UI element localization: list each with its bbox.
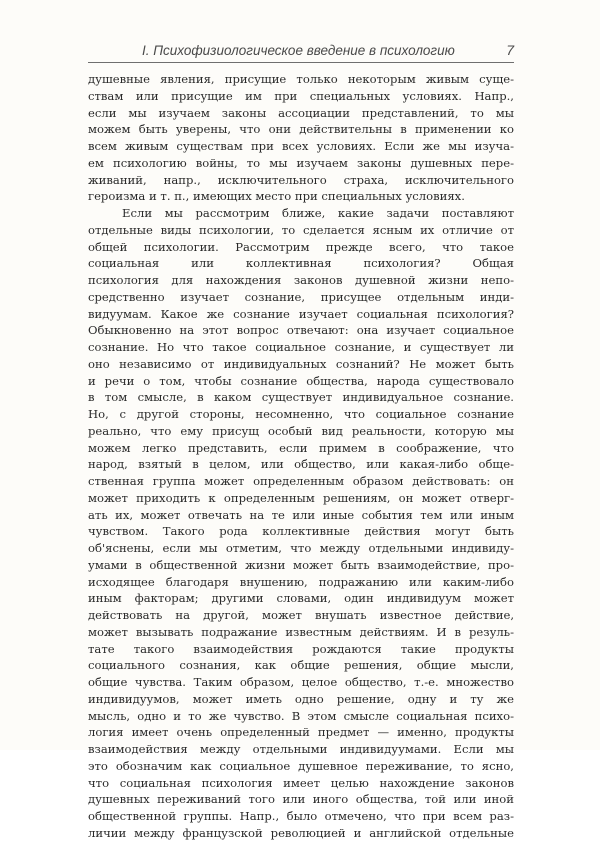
text-line: героизма и т. п., имеющих место при специальных условиях.: [88, 189, 465, 204]
text-line: может вызывать подражание известным действиям. И в резуль-: [88, 624, 514, 639]
text-line: индивидуумов, может иметь одно решение, одну и ту же: [88, 691, 514, 706]
text-line: реально, что ему присущ особый вид реальности, которую мы: [88, 423, 514, 438]
running-header: [88, 40, 514, 63]
text-line: ать их, может отвечать на те или иные события тем или иным: [88, 507, 514, 522]
text-line: общей психологии. Рассмотрим прежде всего, что такое: [88, 239, 514, 254]
body-text: [88, 71, 514, 842]
text-line: народ, взятый в целом, или общество, или какая-либо обще-: [88, 457, 514, 472]
text-line: оно независимо от индивидуальных сознаний? Не может быть: [88, 356, 514, 371]
text-line: это обозначим как социальное душевное переживание, то ясно,: [88, 758, 514, 773]
text-line: мысль, одно и то же чувство. В этом смысле социальная психо-: [88, 708, 514, 723]
running-title: I. Психофизиологическое введение в психологию: [142, 43, 455, 58]
text-line: средственно изучает сознание, присущее отдельным инди-: [88, 289, 514, 304]
text-line: видуумам. Какое же сознание изучает социальная психология?: [88, 306, 514, 321]
text-line: живаний, напр., исключительного страха, исключительного: [88, 172, 514, 187]
text-line: взаимодействия между отдельными индивидуумами. Если мы: [88, 742, 514, 756]
text-line: социальная или коллективная психология? Общая: [88, 256, 514, 271]
text-line: можем быть уверены, что они действительны в применении ко: [88, 122, 514, 137]
text-line: душевные явления, присущие только некоторым живым суще-: [88, 72, 514, 86]
text-line: общественной группы. Напр., было отмечено, что при всем раз-: [88, 809, 514, 823]
text-line: и речи о том, чтобы сознание общества, народа существовало: [88, 373, 514, 388]
text-line: действовать на другой, может внушать известное действие,: [88, 608, 514, 622]
text-line: ем психологию войны, то мы изучаем законы душевных пере-: [88, 155, 514, 170]
text-line: личии между французской революцией и английской отдельные: [88, 825, 514, 840]
text-line: ствам или присущие им при специальных условиях. Напр.,: [88, 88, 514, 103]
text-line: тате такого взаимодействия рождаются такие продукты: [88, 641, 514, 656]
text-line: об'яснены, если мы отметим, что между отдельными индивиду-: [88, 541, 514, 555]
text-line: общие чувства. Таким образом, целое общество, т.-е. множество: [88, 675, 514, 689]
text-line: Но, с другой стороны, несомненно, что социальное сознание: [88, 407, 514, 421]
text-line: в том смысле, в каком существует индивидуальное сознание.: [88, 390, 514, 405]
text-line: Если мы рассмотрим ближе, какие задачи поставляют: [122, 206, 514, 220]
text-line: что социальная психология имеет целью нахождение законов: [88, 775, 514, 790]
text-line: социального сознания, как общие решения, общие мысли,: [88, 658, 514, 673]
text-line: можем легко представить, если примем в соображение, что: [88, 440, 514, 455]
text-line: ственная группа может определенным образом действовать: он: [88, 474, 514, 488]
text-line: может приходить к определенным решениям, он может отверг-: [88, 490, 514, 505]
text-line: логия имеет очень определенный предмет — именно, продукты: [88, 725, 514, 740]
page-number: 7: [506, 42, 514, 58]
text-line: всем живым существам при всех условиях. Если же мы изуча-: [88, 139, 514, 153]
text-line: сознание. Но что такое социальное сознание, и существует ли: [88, 340, 514, 354]
text-line: иным факторам; другими словами, один индивидуум может: [88, 591, 514, 606]
text-line: психология для нахождения законов душевной жизни непо-: [88, 273, 514, 287]
text-line: чувством. Такого рода коллективные действия могут быть: [88, 524, 514, 539]
text-line: умами в общественной жизни может быть взаимодействие, про-: [88, 557, 514, 572]
text-line: исходящее благодаря внушению, подражанию или каким-либо: [88, 574, 514, 589]
text-line: если мы изучаем законы ассоциации представлений, то мы: [88, 105, 514, 120]
text-line: Обыкновенно на этот вопрос отвечают: она изучает социальное: [88, 323, 514, 338]
text-line: душевных переживаний того или иного общества, той или иной: [88, 792, 514, 807]
text-line: отдельные виды психологии, то сделается ясным их отличие от: [88, 222, 514, 237]
